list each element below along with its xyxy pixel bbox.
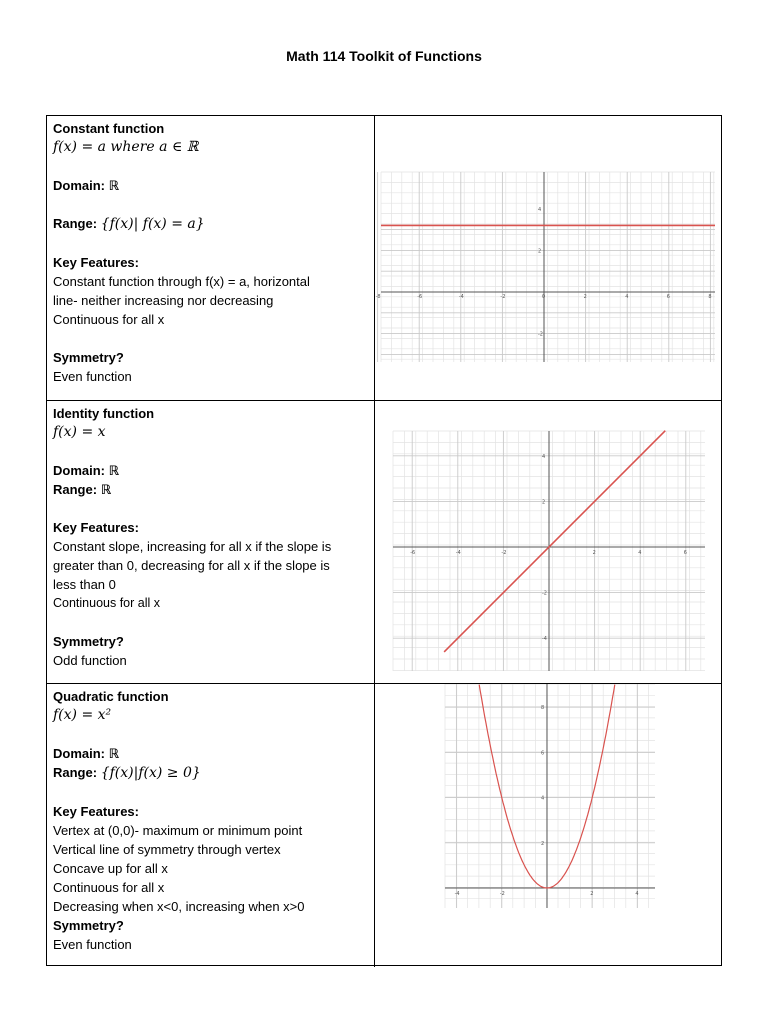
symmetry-value: Even function bbox=[53, 369, 132, 384]
y-tick-label: 8 bbox=[541, 705, 545, 712]
feature-line: Continuous for all x bbox=[53, 596, 161, 610]
x-tick-label: 4 bbox=[635, 891, 639, 897]
range-value: {f(x)|f(x) ≥ 0} bbox=[100, 765, 201, 781]
feature-line: Continuous for all x bbox=[53, 312, 165, 327]
x-tick-label: 6 bbox=[666, 294, 670, 300]
x-tick-label: -4 bbox=[454, 891, 460, 897]
description-cell bbox=[47, 401, 375, 683]
x-tick-label: -8 bbox=[375, 294, 381, 300]
range-label: Range: bbox=[53, 765, 98, 780]
function-formula: f(x) = x bbox=[53, 424, 106, 440]
range-value: {f(x)| f(x) = a} bbox=[100, 216, 205, 232]
x-tick-label: 4 bbox=[625, 294, 629, 300]
x-tick-label: -6 bbox=[417, 294, 423, 300]
y-tick-label: 6 bbox=[541, 750, 545, 757]
feature-line: Vertex at (0,0)- maximum or minimum point bbox=[53, 823, 303, 838]
function-name: Quadratic function bbox=[53, 689, 169, 704]
range-label: Range: bbox=[53, 482, 98, 497]
constant-function-graph bbox=[375, 116, 722, 400]
toolkit-table bbox=[46, 115, 722, 966]
domain-label: Domain: bbox=[53, 178, 105, 193]
description-cell bbox=[47, 684, 375, 967]
x-tick-label: 2 bbox=[590, 891, 594, 897]
y-tick-label: -4 bbox=[542, 636, 547, 643]
graph-cell bbox=[375, 401, 721, 683]
domain-value: ℝ bbox=[108, 463, 120, 478]
y-tick-label: -2 bbox=[542, 590, 547, 597]
y-tick-label: 4 bbox=[542, 453, 546, 460]
x-tick-label: 2 bbox=[592, 550, 596, 556]
feature-line: line- neither increasing nor decreasing bbox=[53, 293, 274, 308]
domain-value: ℝ bbox=[108, 178, 120, 193]
symmetry-label: Symmetry? bbox=[53, 350, 124, 365]
x-tick-label: -4 bbox=[455, 550, 461, 556]
table-row-constant bbox=[47, 116, 721, 400]
feature-line: less than 0 bbox=[53, 577, 116, 592]
y-tick-label: -2 bbox=[538, 331, 543, 338]
symmetry-label: Symmetry? bbox=[53, 634, 124, 649]
x-tick-label: 0 bbox=[542, 294, 546, 300]
x-tick-label: -2 bbox=[501, 550, 507, 556]
key-features-label: Key Features: bbox=[53, 520, 139, 535]
table-row-quadratic bbox=[47, 683, 721, 967]
y-tick-label: 2 bbox=[541, 840, 545, 847]
feature-line: greater than 0, decreasing for all x if the slope is bbox=[53, 558, 330, 573]
symmetry-label: Symmetry? bbox=[53, 918, 124, 933]
x-tick-label: -2 bbox=[500, 294, 506, 300]
function-formula: f(x) = a where a ∈ ℝ bbox=[53, 139, 199, 155]
graph-cell bbox=[375, 116, 721, 400]
y-tick-label: 2 bbox=[542, 499, 546, 506]
domain-label: Domain: bbox=[53, 463, 105, 478]
domain-label: Domain: bbox=[53, 746, 105, 761]
x-tick-label: 2 bbox=[583, 294, 587, 300]
y-tick-label: 4 bbox=[541, 795, 545, 802]
key-features-label: Key Features: bbox=[53, 804, 139, 819]
quadratic-function-graph bbox=[375, 684, 722, 968]
y-tick-label: 4 bbox=[538, 206, 542, 213]
feature-line: Decreasing when x<0, increasing when x>0 bbox=[53, 899, 305, 914]
symmetry-value: Odd function bbox=[53, 653, 127, 668]
feature-line: Vertical line of symmetry through vertex bbox=[53, 842, 281, 857]
domain-value: ℝ bbox=[108, 746, 120, 761]
table-row-identity bbox=[47, 400, 721, 683]
function-name: Constant function bbox=[53, 121, 165, 136]
identity-function-graph bbox=[375, 401, 722, 684]
function-name: Identity function bbox=[53, 406, 155, 421]
y-tick-label: 2 bbox=[538, 248, 542, 255]
feature-line: Concave up for all x bbox=[53, 861, 168, 876]
graph-cell bbox=[375, 684, 721, 967]
x-tick-label: 8 bbox=[708, 294, 712, 300]
x-tick-label: -4 bbox=[458, 294, 464, 300]
description-cell bbox=[47, 116, 375, 400]
symmetry-value: Even function bbox=[53, 937, 132, 952]
page-title: Math 114 Toolkit of Functions bbox=[286, 48, 482, 64]
range-label: Range: bbox=[53, 216, 98, 231]
x-tick-label: -6 bbox=[410, 550, 416, 556]
x-tick-label: 6 bbox=[683, 550, 687, 556]
x-tick-label: 4 bbox=[638, 550, 642, 556]
feature-line: Continuous for all x bbox=[53, 880, 165, 895]
x-tick-label: -2 bbox=[499, 891, 505, 897]
key-features-label: Key Features: bbox=[53, 255, 139, 270]
range-value: ℝ bbox=[100, 482, 112, 497]
function-formula: f(x) = x² bbox=[53, 707, 112, 723]
feature-line: Constant function through f(x) = a, horizontal bbox=[53, 274, 310, 289]
feature-line: Constant slope, increasing for all x if the slope is bbox=[53, 539, 332, 554]
